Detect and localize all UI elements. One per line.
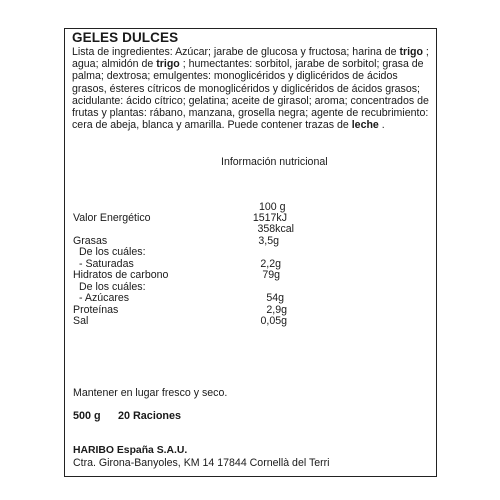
storage-instructions: Mantener en lugar fresco y seco. [73, 387, 228, 399]
ingredients-seg: ; agua; almidón de [72, 46, 429, 71]
product-title: GELES DULCES [72, 30, 179, 45]
portions: 20 Raciones [118, 410, 182, 422]
nutrition-row-value: 0,05g [260, 315, 287, 327]
allergen-wheat-2: trigo [156, 58, 180, 71]
company-name: HARIBO España S.A.U. [73, 445, 188, 456]
nutrition-row-value: 1517kJ [252, 212, 287, 224]
ingredients-text [72, 46, 434, 131]
nutrition-row-value: 54g [266, 292, 284, 304]
nutrition-heading: Información nutricional [221, 156, 328, 168]
label-content [72, 30, 434, 131]
nutrition-row-label: Hidratos de carbono [73, 269, 169, 281]
nutrition-row-label: Grasas [73, 235, 108, 247]
company-address: Ctra. Girona-Banyoles, KM 14 17844 Cornellà del Terri [73, 457, 330, 469]
nutrition-row-label: Valor Energético [73, 212, 151, 224]
nutrition-row-value: 79g [262, 269, 280, 281]
allergen-wheat-1: trigo [399, 46, 423, 58]
nutrition-row-label: Sal [73, 315, 89, 327]
nutrition-row-label: - Saturadas [79, 258, 134, 270]
nutrition-per-label: 100 g [259, 201, 286, 213]
ingredients-seg: ; humectantes: sorbitol, jarabe de sorbitol; grasa de palma; dextrosa; emulgentes: monoglicéridos y diglicéridos de ácidos grasos, ésteres cítricos de monoglicéridos y diglicéridos de ácidos grasos; acidulante: ácido cítrico; gelatina; aceite de girasol; aroma; concentrados de frutas y plantas: rábano, manzana, grosella negra; agente de recubrimiento: cera de abeja, blanca y amarilla. Puede contener trazas de [72, 58, 429, 132]
nutrition-row-label: Proteínas [73, 304, 119, 316]
ingredients-seg: . [378, 119, 385, 132]
nutrition-row-value: 3,5g [258, 235, 279, 247]
nutrition-row-label: De los cuáles: [79, 281, 146, 293]
net-weight: 500 g [73, 410, 101, 422]
nutrition-row-label: De los cuáles: [79, 246, 146, 258]
nutrition-row-value: 358kcal [257, 223, 294, 235]
nutrition-row-value: 2,2g [260, 258, 281, 270]
nutrition-row-value: 2,9g [266, 304, 287, 316]
nutrition-row-label: - Azúcares [79, 292, 130, 304]
ingredients-seg: Lista de ingredientes: Azúcar; jarabe de glucosa y fructosa; harina de [72, 46, 400, 58]
allergen-milk: leche [351, 119, 379, 132]
